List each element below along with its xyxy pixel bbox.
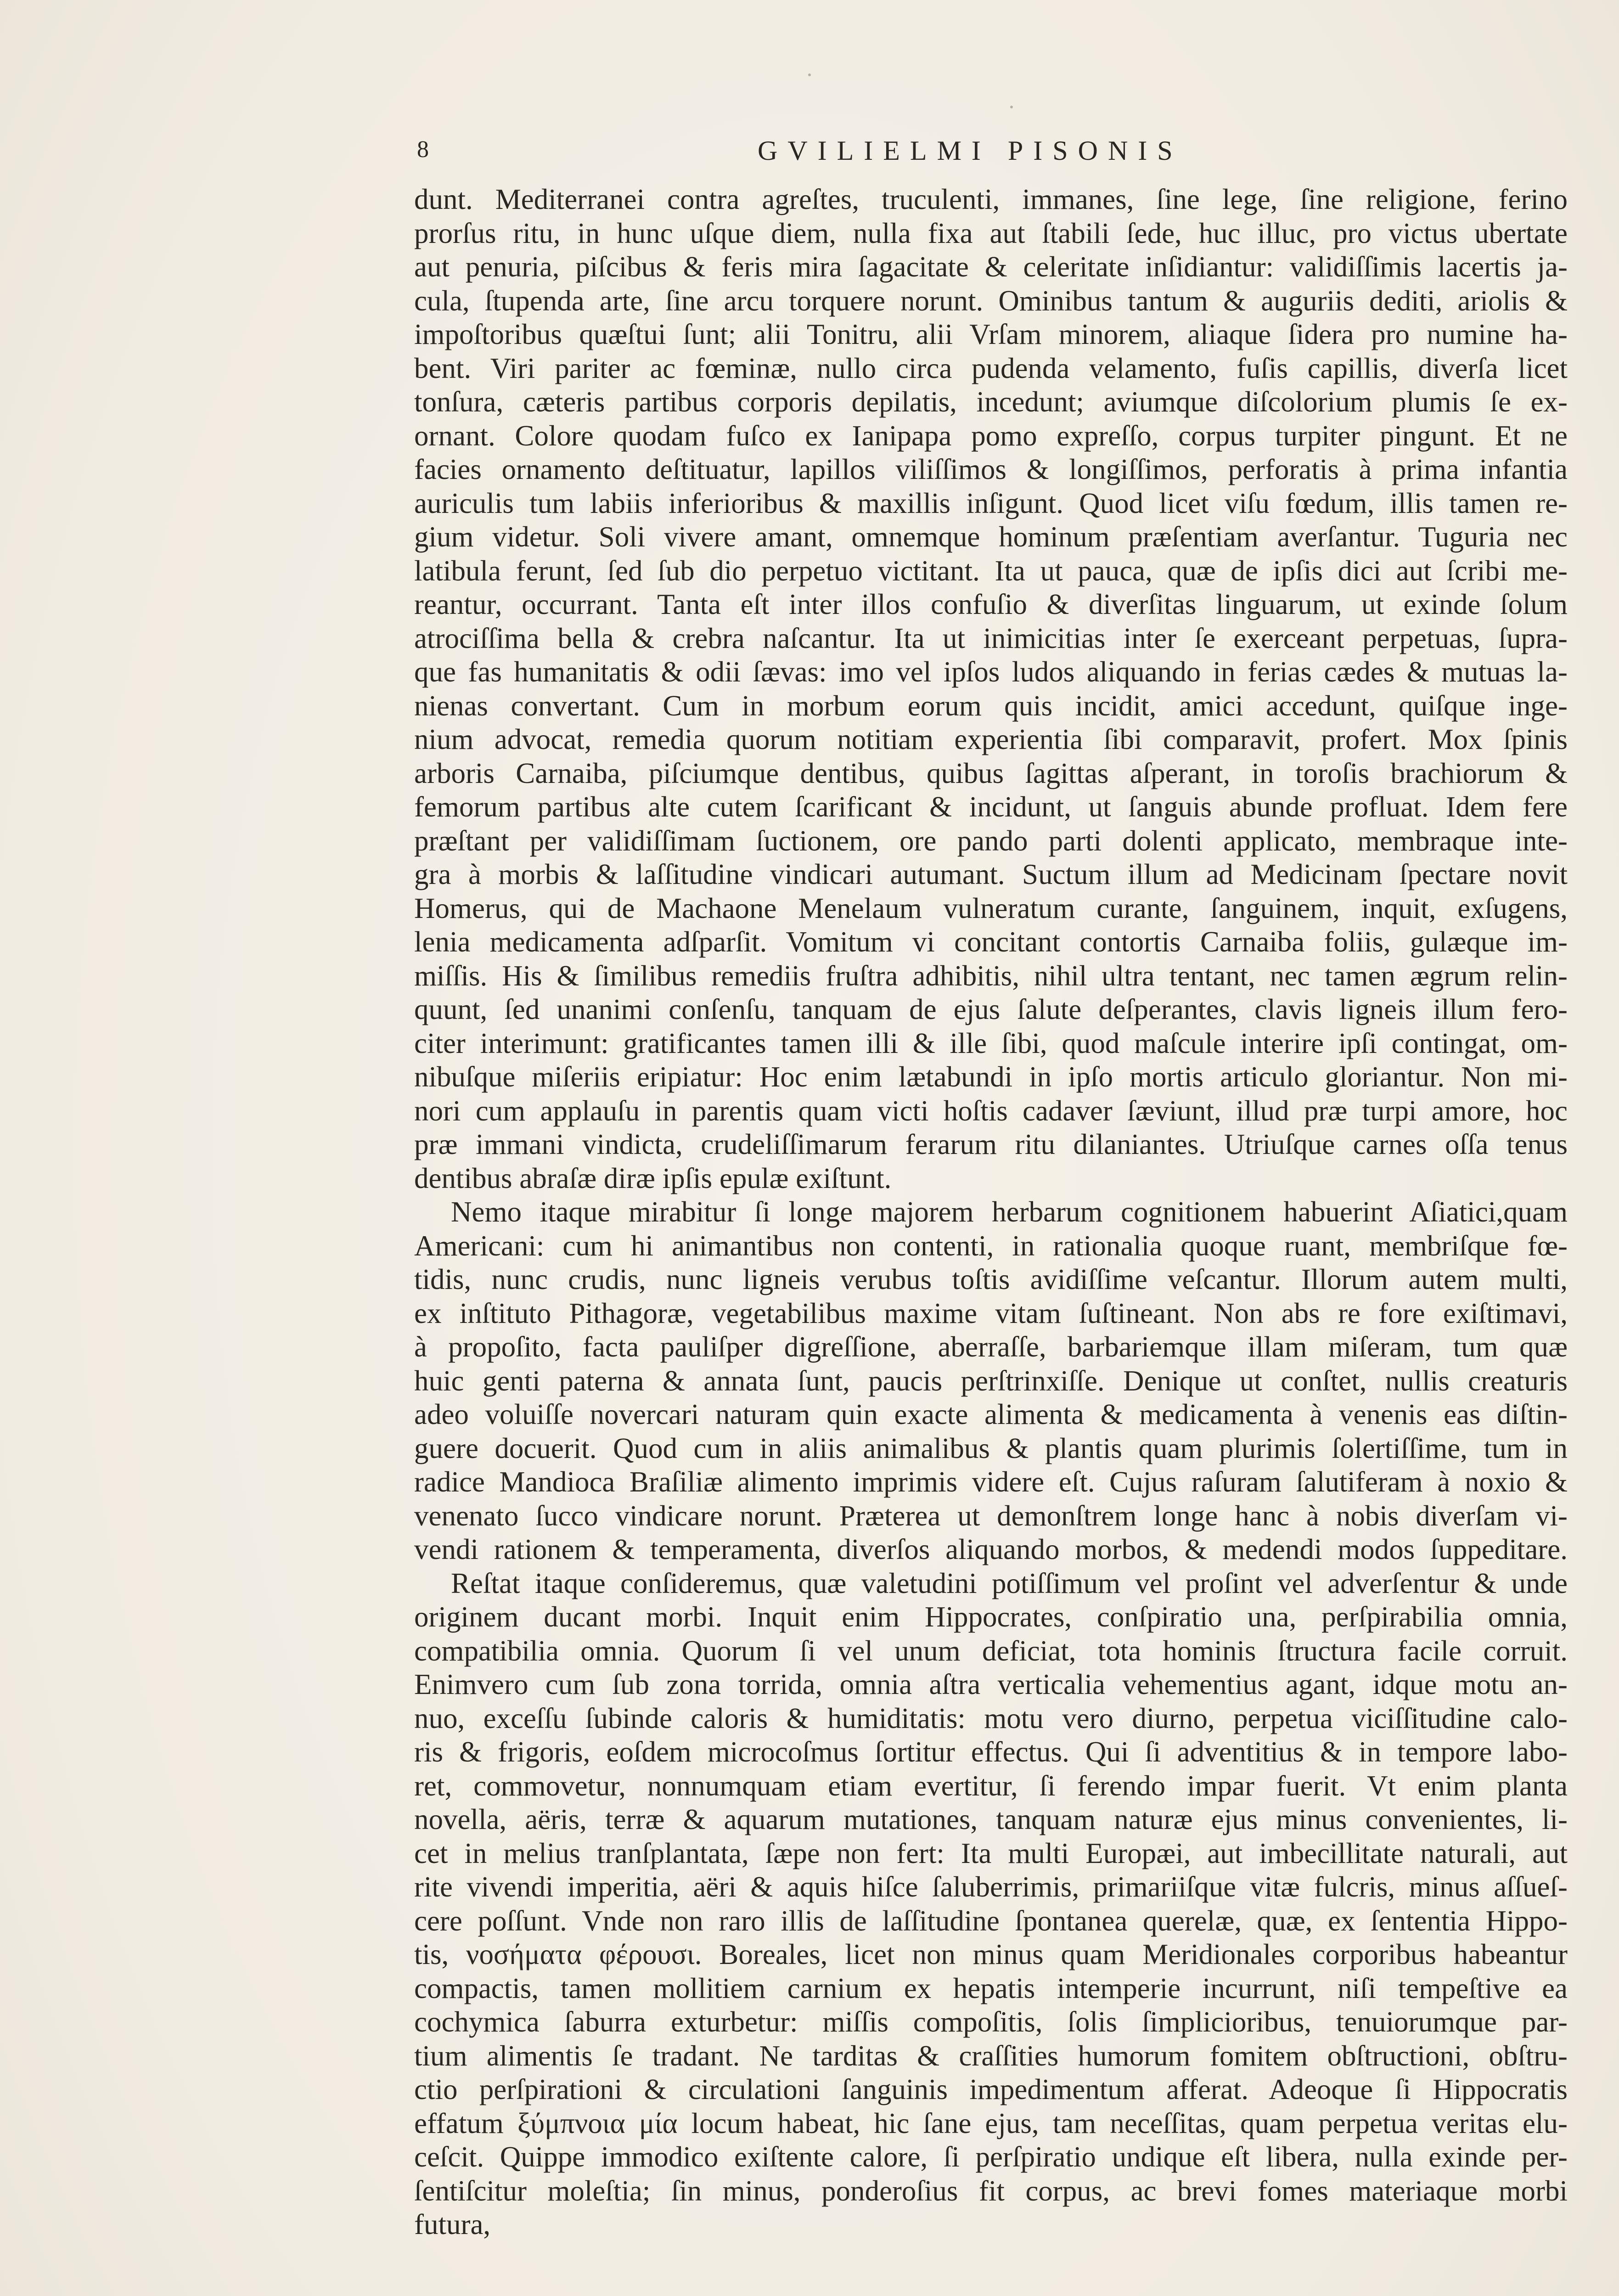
catchword	[414, 2242, 1568, 2276]
text-line: cet in melius tranſplantata, ſæpe non fert: Ita multi Europæi, aut imbecillitate naturali, aut	[414, 1837, 1568, 1869]
text-line: futura,	[414, 2208, 491, 2240]
text-line: tis, νοσήματα φέρουσι. Boreales, licet non minus quam Meridionales corporibus habeantur	[414, 1938, 1568, 1970]
paper-speck	[1010, 106, 1013, 108]
text-line: dunt. Mediterranei contra agreſtes, truculenti, immanes, ſine lege, ſine religione, ferino	[414, 183, 1568, 215]
text-line: reantur, occurrant. Tanta eſt inter illos confuſio & diverſitas linguarum, ut exinde ſolum	[414, 588, 1568, 620]
text-line: præſtant per validiſſimam ſuctionem, ore pando parti dolenti applicato, membraque inte-	[414, 824, 1568, 857]
text-line: nienas convertant. Cum in morbum eorum quis incidit, amici accedunt, quiſque inge-	[414, 689, 1568, 722]
text-line: Homerus, qui de Machaone Menelaum vulneratum curante, ſanguinem, inquit, exſugens,	[414, 892, 1568, 924]
text-line: præ immani vindicta, crudeliſſimarum ferarum ritu dilaniantes. Utriuſque carnes oſſa tenus	[414, 1128, 1568, 1160]
text-line: Enimvero cum ſub zona torrida, omnia aſtra verticalia vehementius agant, idque motu an-	[414, 1668, 1568, 1700]
text-line: ex inſtituto Pithagoræ, vegetabilibus maxime vitam ſuſtineant. Non abs re fore exiſtimavi,	[414, 1297, 1568, 1329]
text-line: nibuſque miſeriis eripiatur: Hoc enim lætabundi in ipſo mortis articulo gloriantur. Non mi-	[414, 1061, 1568, 1093]
text-line: à propoſito, facta pauliſper digreſſione, aberraſſe, barbariemque illam miſeram, tum quæ	[414, 1331, 1568, 1363]
text-line: ris & frigoris, eoſdem microcoſmus ſortitur effectus. Qui ſi adventitius & in tempore labo-	[414, 1736, 1568, 1768]
text-line: nori cum applauſu in parentis quam victi hoſtis cadaver ſæviunt, illud præ turpi amore, hoc	[414, 1094, 1568, 1127]
text-line: ornant. Colore quodam fuſco ex Ianipapa pomo expreſſo, corpus turpiter pingunt. Et ne	[414, 419, 1568, 452]
text-line: quunt, ſed unanimi conſenſu, tanquam de ejus ſalute deſperantes, clavis ligneis illum fero-	[414, 993, 1568, 1025]
text-line: impoſtoribus quæſtui ſunt; alii Tonitru, alii Vrſam minorem, aliaque ſidera pro numine ha-	[414, 318, 1568, 350]
text-line: auriculis tum labiis inferioribus & maxillis inſigunt. Quod licet viſu fœdum, illis tamen re-	[414, 487, 1568, 519]
text-line: prorſus ritu, in hunc uſque diem, nulla fixa aut ſtabili ſede, huc illuc, pro victus ubertate	[414, 217, 1568, 249]
text-line: dentibus abraſæ diræ ipſis epulæ exiſtunt.	[414, 1162, 892, 1194]
text-line: Reſtat itaque conſideremus, quæ valetudini potiſſimum vel proſint vel adverſentur & unde	[451, 1567, 1568, 1599]
text-line: gra à morbis & laſſitudine vindicari autumant. Suctum illum ad Medicinam ſpectare novit	[414, 858, 1568, 890]
text-line: femorum partibus alte cutem ſcarificant & incidunt, ut ſanguis abunde profluat. Idem fere	[414, 791, 1568, 823]
text-line: rite vivendi imperitia, aëri & aquis hiſce ſaluberrimis, primariiſque vitæ fulcris, minus aſſueſ-	[414, 1871, 1568, 1903]
text-line: cochymica ſaburra exturbetur: miſſis compoſitis, ſolis ſimplicioribus, tenuiorumque par-	[414, 2006, 1568, 2038]
text-line: venenato ſucco vindicare norunt. Præterea ut demonſtrem longe hanc à nobis diverſam vi-	[414, 1499, 1568, 1532]
text-line: gium videtur. Soli vivere amant, omnemque hominum præſentiam averſantur. Tuguria nec	[414, 521, 1568, 553]
text-line: bent. Viri pariter ac fœminæ, nullo circa pudenda velamento, fuſis capillis, diverſa licet	[414, 352, 1568, 384]
text-line: radice Mandioca Braſiliæ alimento imprimis videre eſt. Cujus raſuram ſalutiferam à noxio &	[414, 1466, 1568, 1498]
text-line: vendi rationem & temperamenta, diverſos aliquando morbos, & medendi modos ſuppeditare.	[414, 1533, 1568, 1565]
text-line: nuo, exceſſu ſubinde caloris & humiditatis: motu vero diurno, perpetua viciſſitudine calo-	[414, 1702, 1568, 1734]
text-line: miſſis. His & ſimilibus remediis fruſtra adhibitis, nihil ultra tentant, nec tamen ægrum relin-	[414, 959, 1568, 992]
text-line: latibula ferunt, ſed ſub dio perpetuo victitant. Ita ut pauca, quæ de ipſis dici aut ſcribi me-	[414, 554, 1568, 587]
text-line: cere poſſunt. Vnde non raro illis de laſſitudine ſpontanea querelæ, quæ, ex ſententia Hippo-	[414, 1904, 1568, 1937]
text-line: cula, ſtupenda arte, ſine arcu torquere norunt. Ominibus tantum & auguriis dediti, ariolis &	[414, 284, 1568, 317]
text-line: compatibilia omnia. Quorum ſi vel unum deficiat, tota hominis ſtructura facile corruit.	[414, 1634, 1568, 1667]
text-line: tium alimentis ſe tradant. Ne tarditas & craſſities humorum fomitem obſtructioni, obſtru-	[414, 2039, 1568, 2072]
text-line: que fas humanitatis & odii ſævas: imo vel ipſos ludos aliquando in ferias cædes & mutuas la-	[414, 656, 1568, 688]
text-line: facies ornamento deſtituatur, lapillos viliſſimos & longiſſimos, perforatis à prima infantia	[414, 453, 1568, 485]
text-line: huic genti paterna & annata ſunt, paucis perſtrinxiſſe. Denique ut conſtet, nullis creaturis	[414, 1364, 1568, 1397]
text-line: adeo voluiſſe novercari naturam quin exacte alimenta & medicamenta à venenis eas diſtin-	[414, 1398, 1568, 1430]
text-line: effatum ξύμπνοια μία locum habeat, hic ſane ejus, tam neceſſitas, quam perpetua veritas elu-	[414, 2107, 1568, 2139]
text-line: citer interimunt: gratificantes tamen illi & ille ſibi, quod maſcule interire ipſi contingat, om-	[414, 1027, 1568, 1059]
text-line: aut penuria, piſcibus & feris mira ſagacitate & celeritate inſidiantur: validiſſimis lacertis ja-	[414, 251, 1568, 283]
text-line: novella, aëris, terræ & aquarum mutationes, tanquam naturæ ejus minus convenientes, li-	[414, 1803, 1568, 1835]
text-line: ceſcit. Quippe immodico exiſtente calore, ſi perſpiratio undique eſt libera, nulla exinde per-	[414, 2141, 1568, 2173]
text-line: atrociſſima bella & crebra naſcantur. Ita ut inimicitias inter ſe exerceant perpetuas, ſupra-	[414, 622, 1568, 654]
page-number: 8	[417, 136, 429, 163]
text-line: lenia medicamenta adſparſit. Vomitum vi concitant contortis Carnaiba foliis, gulæque im-	[414, 926, 1568, 958]
paper-speck	[808, 73, 811, 76]
text-line: Americani: cum hi animantibus non contenti, in rationalia quoque ruant, membriſque fœ-	[414, 1229, 1568, 1262]
main-text-block	[414, 183, 1568, 2296]
text-line: Nemo itaque mirabitur ſi longe majorem herbarum cognitionem habuerint Aſiatici,quam	[451, 1196, 1568, 1228]
text-line: guere docuerit. Quod cum in aliis animalibus & plantis quam plurimis ſolertiſſime, tum in	[414, 1432, 1568, 1464]
text-line: originem ducant morbi. Inquit enim Hippocrates, conſpiratio una, perſpirabilia omnia,	[414, 1601, 1568, 1633]
text-line: compactis, tamen mollitiem carnium ex hepatis intemperie incurrunt, niſi tempeſtive ea	[414, 1972, 1568, 2004]
text-line: ret, commovetur, nonnumquam etiam evertitur, ſi ferendo impar fuerit. Vt enim planta	[414, 1769, 1568, 1802]
text-line: ſentiſcitur moleſtia; ſin minus, ponderoſius fit corpus, ac brevi fomes materiaque morbi	[414, 2174, 1568, 2207]
text-line: nium advocat, remedia quorum notitiam experientia ſibi comparavit, profert. Mox ſpinis	[414, 723, 1568, 755]
text-line: tonſura, cæteris partibus corporis depilatis, incedunt; aviumque diſcolorium plumis ſe ex-	[414, 386, 1568, 418]
running-head: GVILIELMI PISONIS	[758, 135, 1183, 166]
text-line: arboris Carnaiba, piſciumque dentibus, quibus ſagittas aſperant, in toroſis brachiorum &	[414, 757, 1568, 789]
text-line: tidis, nunc crudis, nunc ligneis verubus toſtis avidiſſime veſcantur. Illorum autem multi,	[414, 1263, 1568, 1295]
text-line: ctio perſpirationi & circulationi ſanguinis impedimentum afferat. Adeoque ſi Hippocratis	[414, 2073, 1568, 2105]
